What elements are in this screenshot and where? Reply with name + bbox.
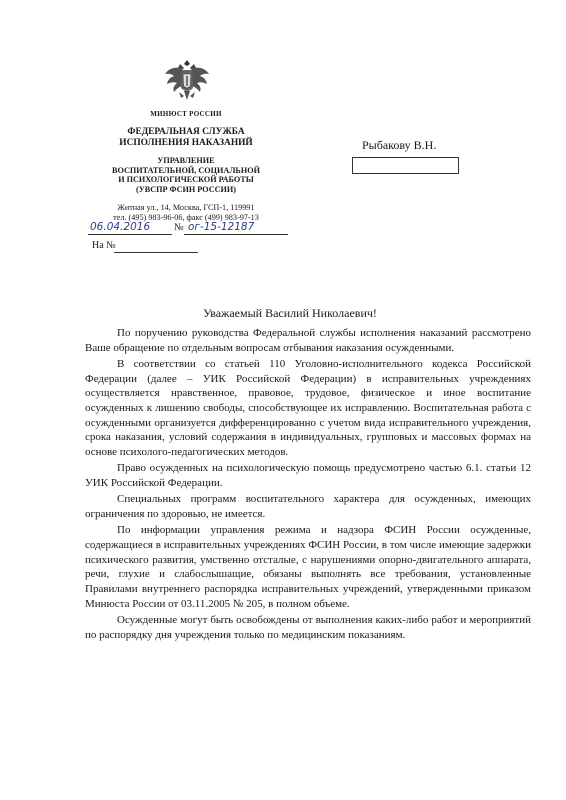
eagle-emblem-icon: [162, 56, 212, 104]
handwritten-date: 06.04.2016: [90, 221, 151, 233]
paragraph: Специальных программ воспитательного характера для осужденных, имеющих ограничения по здоровью, не имеется.: [85, 493, 531, 520]
service-line-1: ФЕДЕРАЛЬНАЯ СЛУЖБА: [127, 127, 245, 137]
outgoing-reference: [88, 222, 288, 236]
date-underline: [88, 234, 172, 235]
letter-body: [85, 326, 531, 644]
address-block: [86, 203, 286, 223]
department-line-3: И ПСИХОЛОГИЧЕСКОЙ РАБОТЫ: [118, 175, 254, 185]
greeting: Уважаемый Василий Николаевич!: [203, 306, 377, 320]
incoming-reference: [92, 240, 288, 254]
na-underline: [114, 252, 198, 253]
number-underline: [184, 234, 288, 235]
paragraph: В соответствии со статьей 110 Уголовно-исполнительного кодекса Российской Федерации (далее – УИК Российской Федерации) в исправительных учреждениях осуществляется нравственное, правовое, трудовое, физическое и иное воспитание осужденных к лишению свободы, способствующее их исправлению. Воспитательная работа с осужденными организуется дифференцированно с учетом вида исправительного учреждения, срока наказания, условий содержания в индивидуальных, групповых и массовых формах на основе психолого-педагогических методов.: [85, 357, 531, 459]
ministry-name: МИНЮСТ РОССИИ: [150, 110, 222, 118]
number-sign: №: [174, 222, 184, 233]
department-line-4: (УВСПР ФСИН РОССИИ): [136, 184, 236, 194]
address-line-1: Житная ул., 14, Москва, ГСП-1, 119991: [117, 203, 255, 212]
department-line-2: ВОСПИТАТЕЛЬНОЙ, СОЦИАЛЬНОЙ: [112, 165, 260, 175]
service-name: [86, 127, 286, 149]
paragraph: По информации управления режима и надзора ФСИН России осужденные, содержащиеся в исправительных учреждениях ФСИН России, в том числе имеющие задержки психического развития, умственно отсталые, с нарушениями опорно-двигательного аппарата, речи, глухие и слабослышащие, обязаны выполнять все требования, установленные Правилами внутреннего распорядка исправительных учреждений, утвержденными приказом Минюста России от 03.11.2005 № 205, в полном объеме.: [85, 524, 531, 610]
na-label: На №: [92, 240, 116, 251]
paragraph: Право осужденных на психологическую помощь предусмотрено частью 6.1. статьи 12 УИК Российской Федерации.: [85, 462, 531, 490]
handwritten-reg-number: ог-15-12187: [188, 221, 255, 233]
recipient-name: Рыбакову В.Н.: [362, 138, 437, 152]
service-line-2: ИСПОЛНЕНИЯ НАКАЗАНИЙ: [119, 138, 253, 148]
department-line-1: УПРАВЛЕНИЕ: [157, 156, 215, 165]
paragraph: По поручению руководства Федеральной службы исполнения наказаний рассмотрено Ваше обращение по отдельным вопросам отбывания наказания осужденными.: [85, 327, 531, 354]
paragraph: Осужденные могут быть освобождены от выполнения каких-либо работ и мероприятий по распорядку дня учреждения только по медицинским показаниям.: [85, 613, 531, 641]
address-line-2: тел. (495) 983-96-06, факс (499) 983-97-13: [113, 213, 259, 222]
department-name: [86, 156, 286, 194]
redacted-box: [352, 157, 459, 174]
